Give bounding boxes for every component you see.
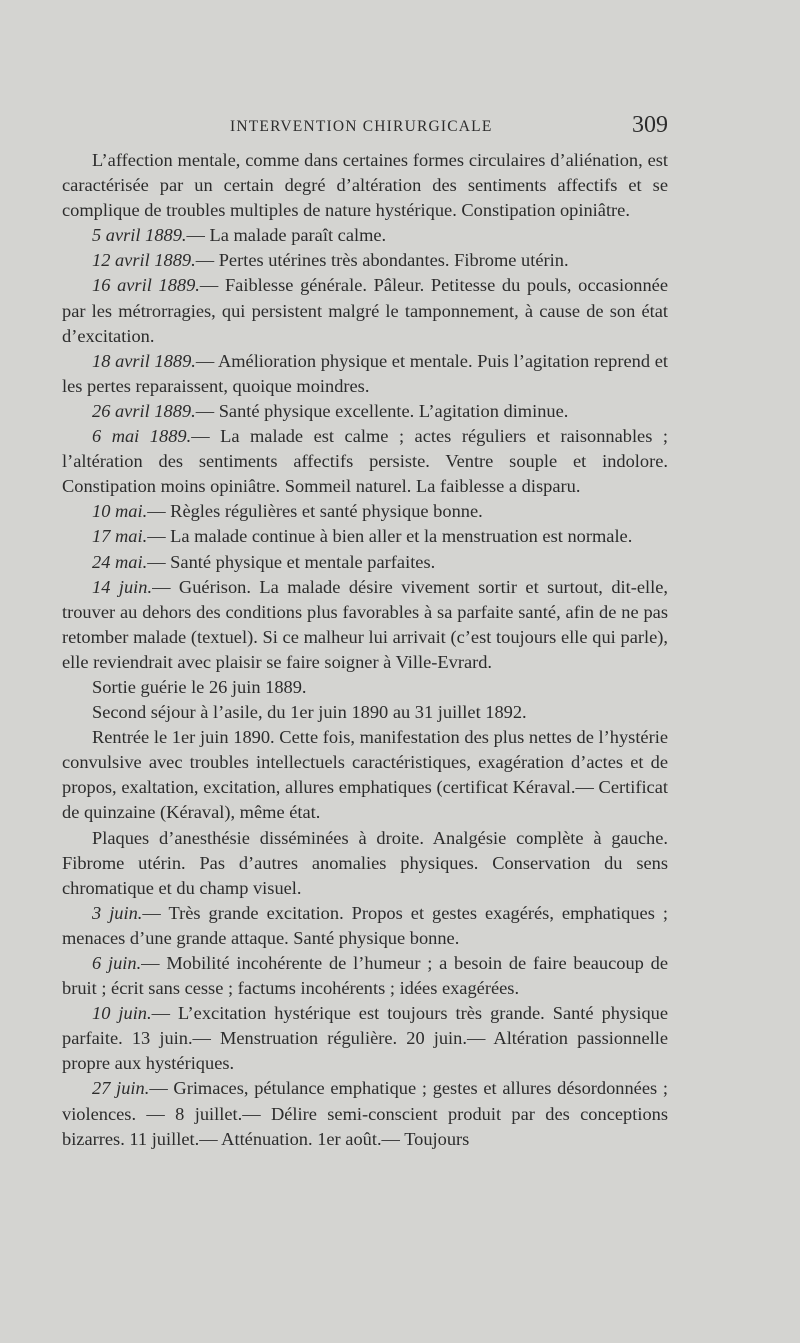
entry-date: 10 mai.	[92, 501, 148, 522]
paragraph: 27 juin.— Grimaces, pétulance emphatique ; gestes et allures désordonnées ; violences. — 8 juillet.— Délire semi-conscient produit par des conceptions bizarres. 11 juillet.— Atténuation. 1er août.— Toujours	[62, 1078, 668, 1149]
entry-date: 10 juin.	[92, 1003, 152, 1024]
paragraph: Plaques d’anesthésie disséminées à droite. Analgésie complète à gauche. Fibrome utérin. Pas d’autres anomalies physiques. Conservation du sens chromatique et du champ visuel.	[62, 827, 668, 898]
paragraph: Second séjour à l’asile, du 1er juin 1890 au 31 juillet 1892.	[92, 702, 527, 723]
paragraph: L’affection mentale, comme dans certaines formes circulaires d’aliénation, est caractérisée par un certain degré d’altération des sentiments affectifs et se complique de troubles multiples de nature hystérique. Constipation opiniâtre.	[62, 150, 668, 221]
paragraph: 10 mai.— Règles régulières et santé physique bonne.	[92, 501, 483, 522]
paragraph: 24 mai.— Santé physique et mentale parfaites.	[92, 551, 436, 572]
entry-date: 14 juin.	[92, 576, 153, 597]
page-header	[62, 112, 668, 142]
paragraph: 16 avril 1889.— Faiblesse générale. Pâleur. Petitesse du pouls, occasionnée par les métrorragies, qui persistent malgré le tamponnement, à cause de son état d’excitation.	[62, 275, 668, 346]
running-title: INTERVENTION CHIRURGICALE	[230, 118, 493, 135]
paragraph: 6 mai 1889.— La malade est calme ; actes réguliers et raisonnables ; l’altération des sentiments affectifs persiste. Ventre souple et indolore. Constipation moins opiniâtre. Sommeil naturel. La faiblesse a disparu.	[62, 426, 668, 497]
entry-date: 6 mai 1889.	[92, 426, 192, 447]
paragraph: 3 juin.— Très grande excitation. Propos et gestes exagérés, emphatiques ; menaces d’une grande attaque. Santé physique bonne.	[62, 902, 668, 948]
paragraph: Sortie guérie le 26 juin 1889.	[92, 676, 307, 697]
entry-date: 27 juin.	[92, 1078, 150, 1099]
entry-date: 26 avril 1889.	[92, 400, 196, 421]
entry-date: 24 mai.	[92, 551, 148, 572]
entry-date: 16 avril 1889.	[92, 275, 200, 296]
entry-date: 6 juin.	[92, 953, 142, 973]
paragraph: 26 avril 1889.— Santé physique excellente. L’agitation diminue.	[92, 400, 569, 421]
entry-date: 18 avril 1889.	[92, 350, 196, 371]
paragraph: 6 juin.— Mobilité incohérente de l’humeur ; a besoin de faire beaucoup de bruit ; écrit sans cesse ; factums incohérents ; idées exagérées.	[62, 953, 668, 999]
paragraph: 12 avril 1889.— Pertes utérines très abondantes. Fibrome utérin.	[92, 250, 569, 271]
paragraph: 18 avril 1889.— Amélioration physique et mentale. Puis l’agitation reprend et les pertes reparaissent, quoique moindres.	[62, 350, 669, 396]
entry-date: 5 avril 1889.	[92, 225, 187, 246]
paragraph: Rentrée le 1er juin 1890. Cette fois, manifestation des plus nettes de l’hystérie convulsive avec troubles intellectuels caractéristiques, exagération d’actes et de propos, exaltation, excitation, allures emphatiques (certificat Kéraval.— Certificat de quinzaine (Kéraval), même état.	[62, 727, 668, 823]
page-body	[62, 148, 668, 1152]
paragraph: 14 juin.— Guérison. La malade désire vivement sortir et surtout, dit-elle, trouver au dehors des conditions plus favorables à sa parfaite santé, afin de ne pas retomber malade (textuel). Si ce malheur lui arrivait (c’est toujours elle qui parle), elle reviendrait avec plaisir se faire soigner à Ville-Evrard.	[62, 576, 668, 672]
entry-date: 17 mai.	[92, 526, 148, 547]
paragraph: 5 avril 1889.— La malade paraît calme.	[92, 225, 387, 246]
paragraph: 10 juin.— L’excitation hystérique est toujours très grande. Santé physique parfaite. 13 juin.— Menstruation régulière. 20 juin.— Altération passionnelle propre aux hystériques.	[62, 1003, 668, 1074]
entry-date: 3 juin.	[92, 902, 143, 923]
entry-date: 12 avril 1889.	[92, 250, 196, 271]
page-number: 309	[632, 112, 668, 138]
paragraph: 17 mai.— La malade continue à bien aller et la menstruation est normale.	[92, 526, 633, 547]
